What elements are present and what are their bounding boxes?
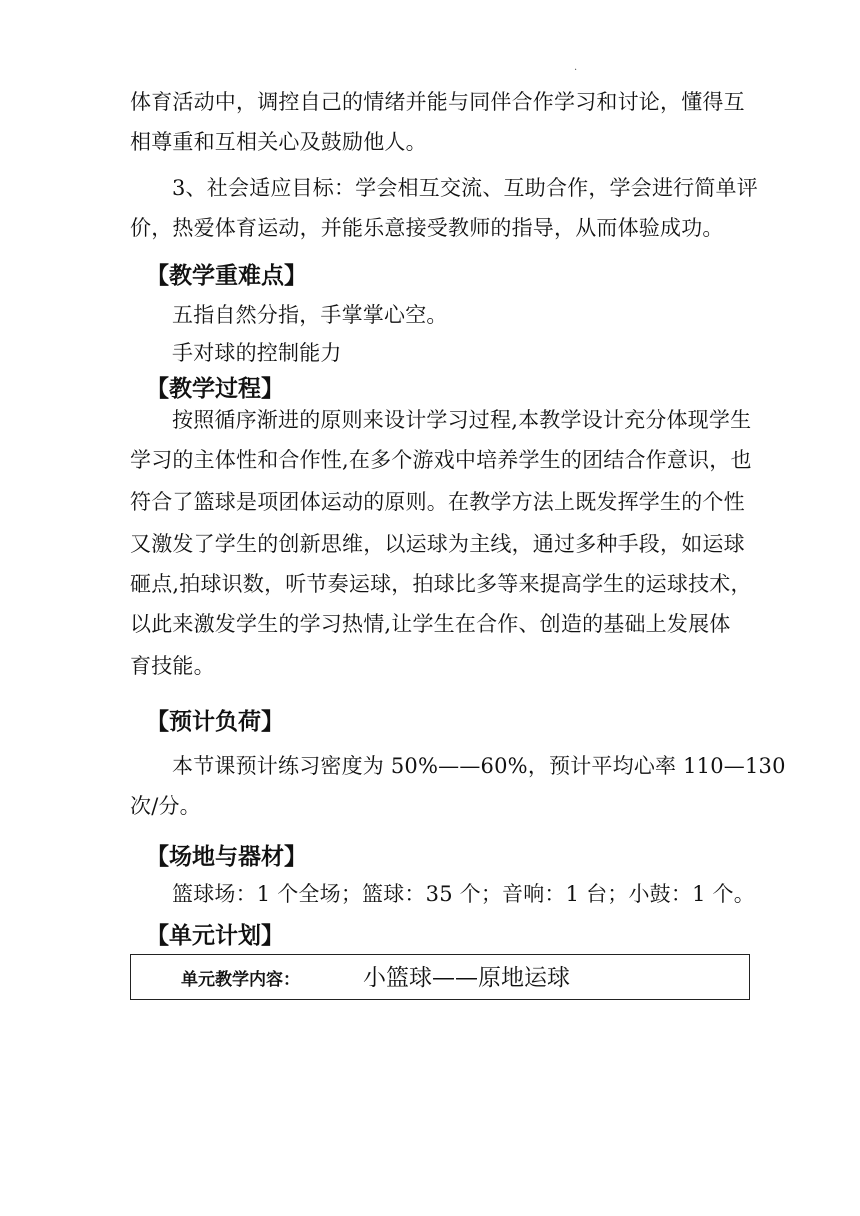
process-line: 又激发了学生的创新思维，以运球为主线，通过多种手段，如运球 (130, 532, 745, 556)
intro-line-1: 体育活动中，调控自己的情绪并能与同伴合作学习和讨论，懂得互 (130, 90, 745, 114)
process-line: 学习的主体性和合作性,在多个游戏中培养学生的团结合作意识，也 (130, 448, 752, 472)
load-line-1: 本节课预计练习密度为 50%——60%，预计平均心率 110—130 (172, 754, 786, 778)
load-line-2: 次/分。 (130, 794, 201, 818)
key-point-1: 五指自然分指，手掌掌心空。 (172, 303, 448, 327)
intro-line-2: 相尊重和互相关心及鼓励他人。 (130, 130, 427, 154)
unit-plan-table (130, 954, 750, 1000)
key-point-2: 手对球的控制能力 (172, 341, 342, 365)
process-line: 符合了篮球是项团体运动的原则。在教学方法上既发挥学生的个性 (130, 490, 745, 514)
section-heading-process: 【教学过程】 (146, 376, 284, 402)
intro-line-3: 3、社会适应目标：学会相互交流、互助合作，学会进行简单评 (172, 176, 758, 200)
section-heading-venue: 【场地与器材】 (146, 844, 307, 870)
section-heading-unit-plan: 【单元计划】 (146, 923, 284, 949)
section-heading-load: 【预计负荷】 (146, 709, 284, 735)
process-line: 以此来激发学生的学习热情,让学生在合作、创造的基础上发展体 (130, 612, 731, 636)
process-line: 育技能。 (130, 654, 215, 678)
process-line: 砸点,拍球识数，听节奏运球，拍球比多等来提高学生的运球技术， (130, 572, 752, 596)
process-line: 按照循序渐进的原则来设计学习过程,本教学设计充分体现学生 (172, 408, 752, 432)
intro-line-4: 价，热爱体育运动，并能乐意接受教师的指导，从而体验成功。 (130, 216, 724, 240)
unit-content-value: 小篮球——原地运球 (363, 965, 570, 991)
section-heading-key-points: 【教学重难点】 (146, 263, 307, 289)
unit-content-label: 单元教学内容： (181, 970, 300, 990)
venue-line-1: 篮球场：1 个全场；篮球：35 个；音响：1 台；小鼓：1 个。 (172, 882, 755, 906)
top-mark: . (574, 62, 578, 73)
